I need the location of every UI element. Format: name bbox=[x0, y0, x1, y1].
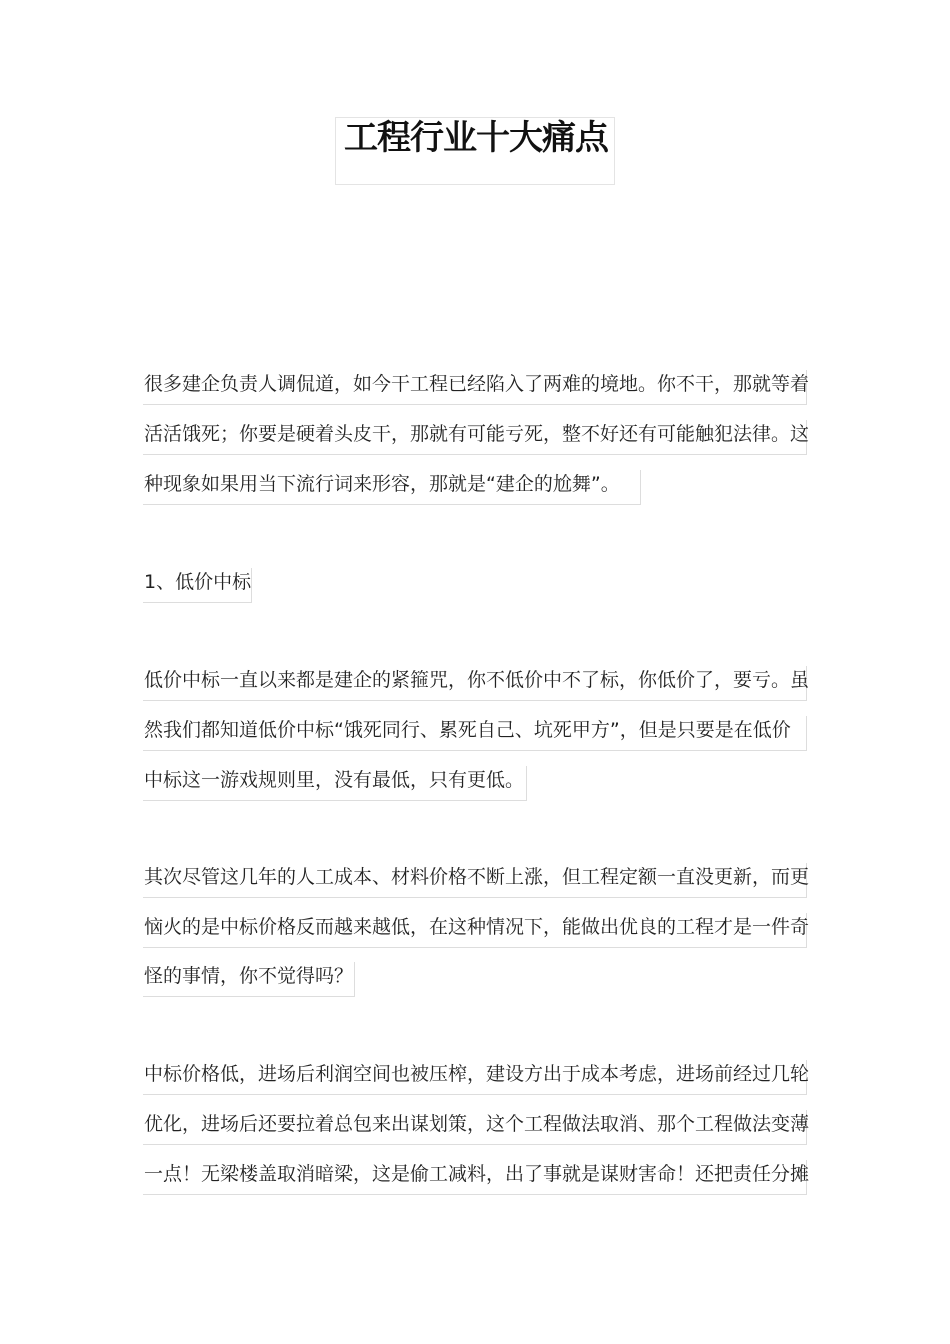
para2-line-1: 其次尽管这几年的人工成本、材料价格不断上涨，但工程定额一直没更新，而更 bbox=[143, 863, 807, 898]
intro-line-2: 活活饿死；你要是硬着头皮干，那就有可能亏死，整不好还有可能触犯法律。这 bbox=[143, 420, 807, 455]
para1-line-3: 中标这一游戏规则里，没有最低，只有更低。 bbox=[143, 766, 527, 801]
para3-line-3: 一点！无梁楼盖取消暗梁，这是偷工减料，出了事就是谋财害命！还把责任分摊 bbox=[143, 1160, 807, 1195]
intro-line-1: 很多建企负责人调侃道，如今干工程已经陷入了两难的境地。你不干，那就等着 bbox=[143, 370, 807, 405]
para3-line-2: 优化，进场后还要拉着总包来出谋划策，这个工程做法取消、那个工程做法变薄 bbox=[143, 1110, 807, 1145]
para3-line-1: 中标价格低，进场后利润空间也被压榨，建设方出于成本考虑，进场前经过几轮 bbox=[143, 1060, 807, 1095]
para2-line-2: 恼火的是中标价格反而越来越低，在这种情况下，能做出优良的工程才是一件奇 bbox=[143, 913, 807, 948]
section-heading: 1、低价中标 bbox=[143, 568, 252, 603]
intro-line-3: 种现象如果用当下流行词来形容，那就是“建企的尬舞”。 bbox=[143, 470, 641, 505]
document-title: 工程行业十大痛点 bbox=[344, 118, 608, 158]
para2-line-3: 怪的事情，你不觉得吗？ bbox=[143, 962, 355, 997]
para1-line-2: 然我们都知道低价中标“饿死同行、累死自己、坑死甲方”，但是只要是在低价 bbox=[143, 716, 807, 751]
title-box bbox=[335, 117, 615, 185]
para1-line-1: 低价中标一直以来都是建企的紧箍咒，你不低价中不了标，你低价了，要亏。虽 bbox=[143, 666, 807, 701]
